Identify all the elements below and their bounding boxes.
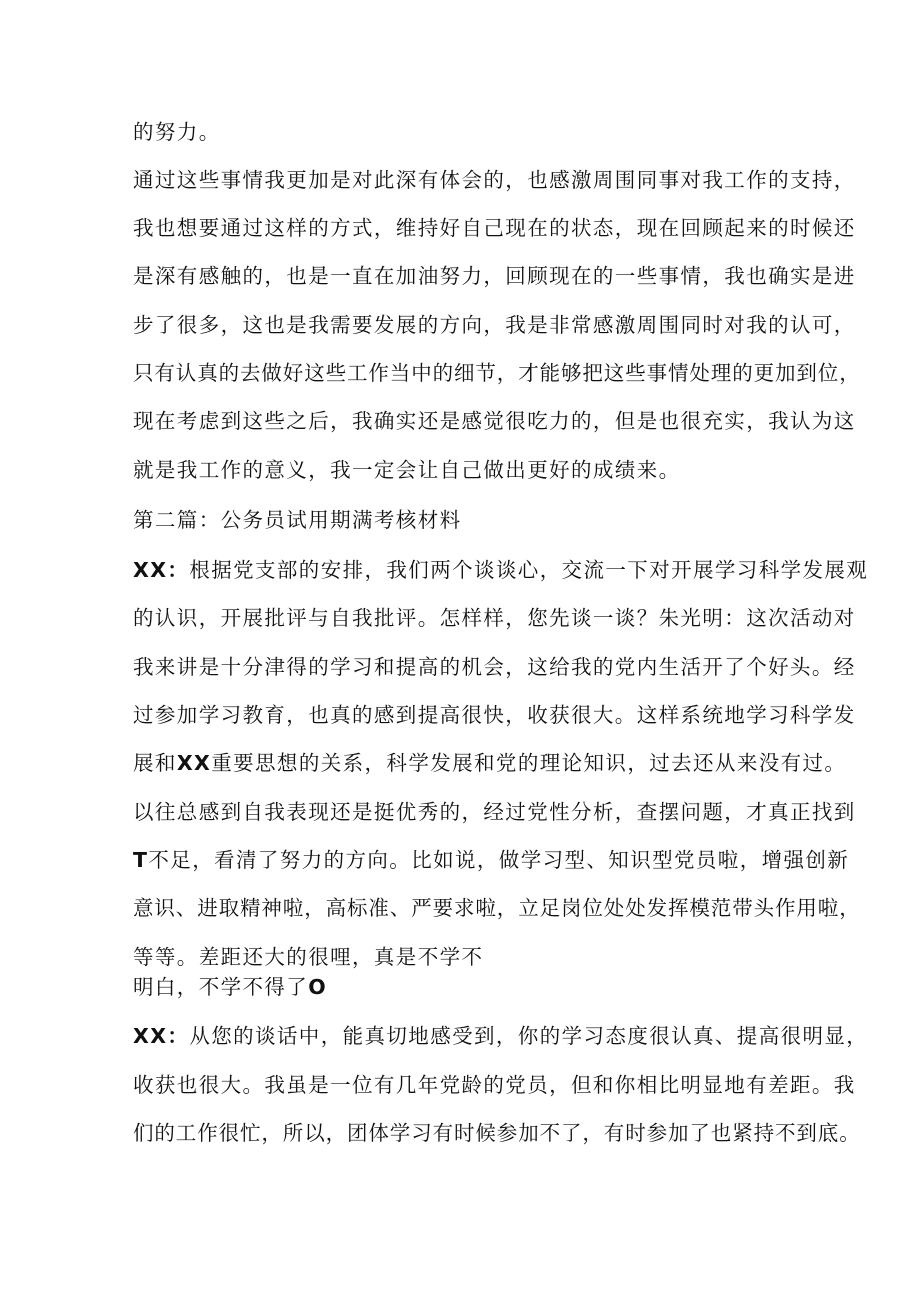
paragraph-line: 们的工作很忙，所以，团体学习有时候参加不了，有时参加了也紧持不到底。 bbox=[133, 1121, 861, 1145]
paragraph-line: 步了很多，这也是我需要发展的方向，我是非常感激周围同时对我的认可， bbox=[133, 313, 856, 337]
line-text: 重要思想的关系，科学发展和党的理论知识，过去还从来没有过。 bbox=[211, 751, 847, 775]
paragraph-line: 收获也很大。我虽是一位有几年党龄的党员，但和你相比明显地有差距。我 bbox=[133, 1073, 856, 1097]
paragraph-line: 我也想要通过这样的方式，维持好自己现在的状态，现在回顾起来的时候还 bbox=[133, 216, 856, 240]
paragraph-line bbox=[133, 973, 327, 1001]
paragraph-line: 的努力。 bbox=[133, 120, 221, 144]
paragraph-line: 是深有感触的，也是一直在加油努力，回顾现在的一些事情，我也确实是进 bbox=[133, 264, 856, 288]
paragraph-line bbox=[133, 846, 849, 874]
paragraph-line: 现在考虑到这些之后，我确实还是感觉很吃力的，但是也很充实，我认为这 bbox=[133, 409, 856, 433]
line-text: 根据党支部的安排，我们两个谈谈心，交流一下对开展学习科学发展观 bbox=[189, 558, 869, 582]
paragraph-line bbox=[133, 1022, 868, 1050]
paragraph-line: 我来讲是十分津得的学习和提高的机会，这给我的党内生活开了个好头。经 bbox=[133, 655, 856, 679]
paragraph-line: 只有认真的去做好这些工作当中的细节，才能够把这些事情处理的更加到位， bbox=[133, 361, 861, 385]
paragraph-line: 过参加学习教育，也真的感到提高很快，收获很大。这样系统地学习科学发 bbox=[133, 703, 856, 727]
placeholder-xx: XX bbox=[176, 751, 212, 775]
paragraph-line: 通过这些事情我更加是对此深有体会的，也感激周围同事对我工作的支持， bbox=[133, 168, 856, 192]
speaker-label: XX： bbox=[133, 558, 190, 582]
speaker-label: XX： bbox=[133, 1024, 190, 1048]
line-text: 从您的谈话中，能真切地感受到，你的学习态度很认真、提高很明显， bbox=[189, 1024, 869, 1048]
section-heading: 第二篇：公务员试用期满考核材料 bbox=[133, 508, 462, 532]
paragraph-line bbox=[133, 556, 868, 584]
paragraph-line: 意识、进取精神啦，高标准、严要求啦，立足岗位处处发挥模范带头作用啦， bbox=[133, 896, 861, 920]
paragraph-line: 等等。差距还大的很哩，真是不学不 bbox=[133, 945, 484, 969]
stray-character: T bbox=[133, 848, 149, 872]
paragraph-line: 以往总感到自我表现还是挺优秀的，经过党性分析，查摆问题，才真正找到 bbox=[133, 800, 856, 824]
paragraph-line: 的认识，开展批评与自我批评。怎样样，您先谈一谈？朱光明：这次活动对 bbox=[133, 606, 856, 630]
line-text: 明白，不学不得了 bbox=[133, 975, 309, 999]
paragraph-line bbox=[133, 749, 846, 777]
paragraph-line: 就是我工作的意义，我一定会让自己做出更好的成绩来。 bbox=[133, 458, 681, 482]
line-text: 展和 bbox=[133, 751, 177, 775]
stray-character: O bbox=[308, 975, 328, 999]
line-text: 不足，看清了努力的方向。比如说，做学习型、知识型党员啦，增强创新 bbox=[148, 848, 850, 872]
